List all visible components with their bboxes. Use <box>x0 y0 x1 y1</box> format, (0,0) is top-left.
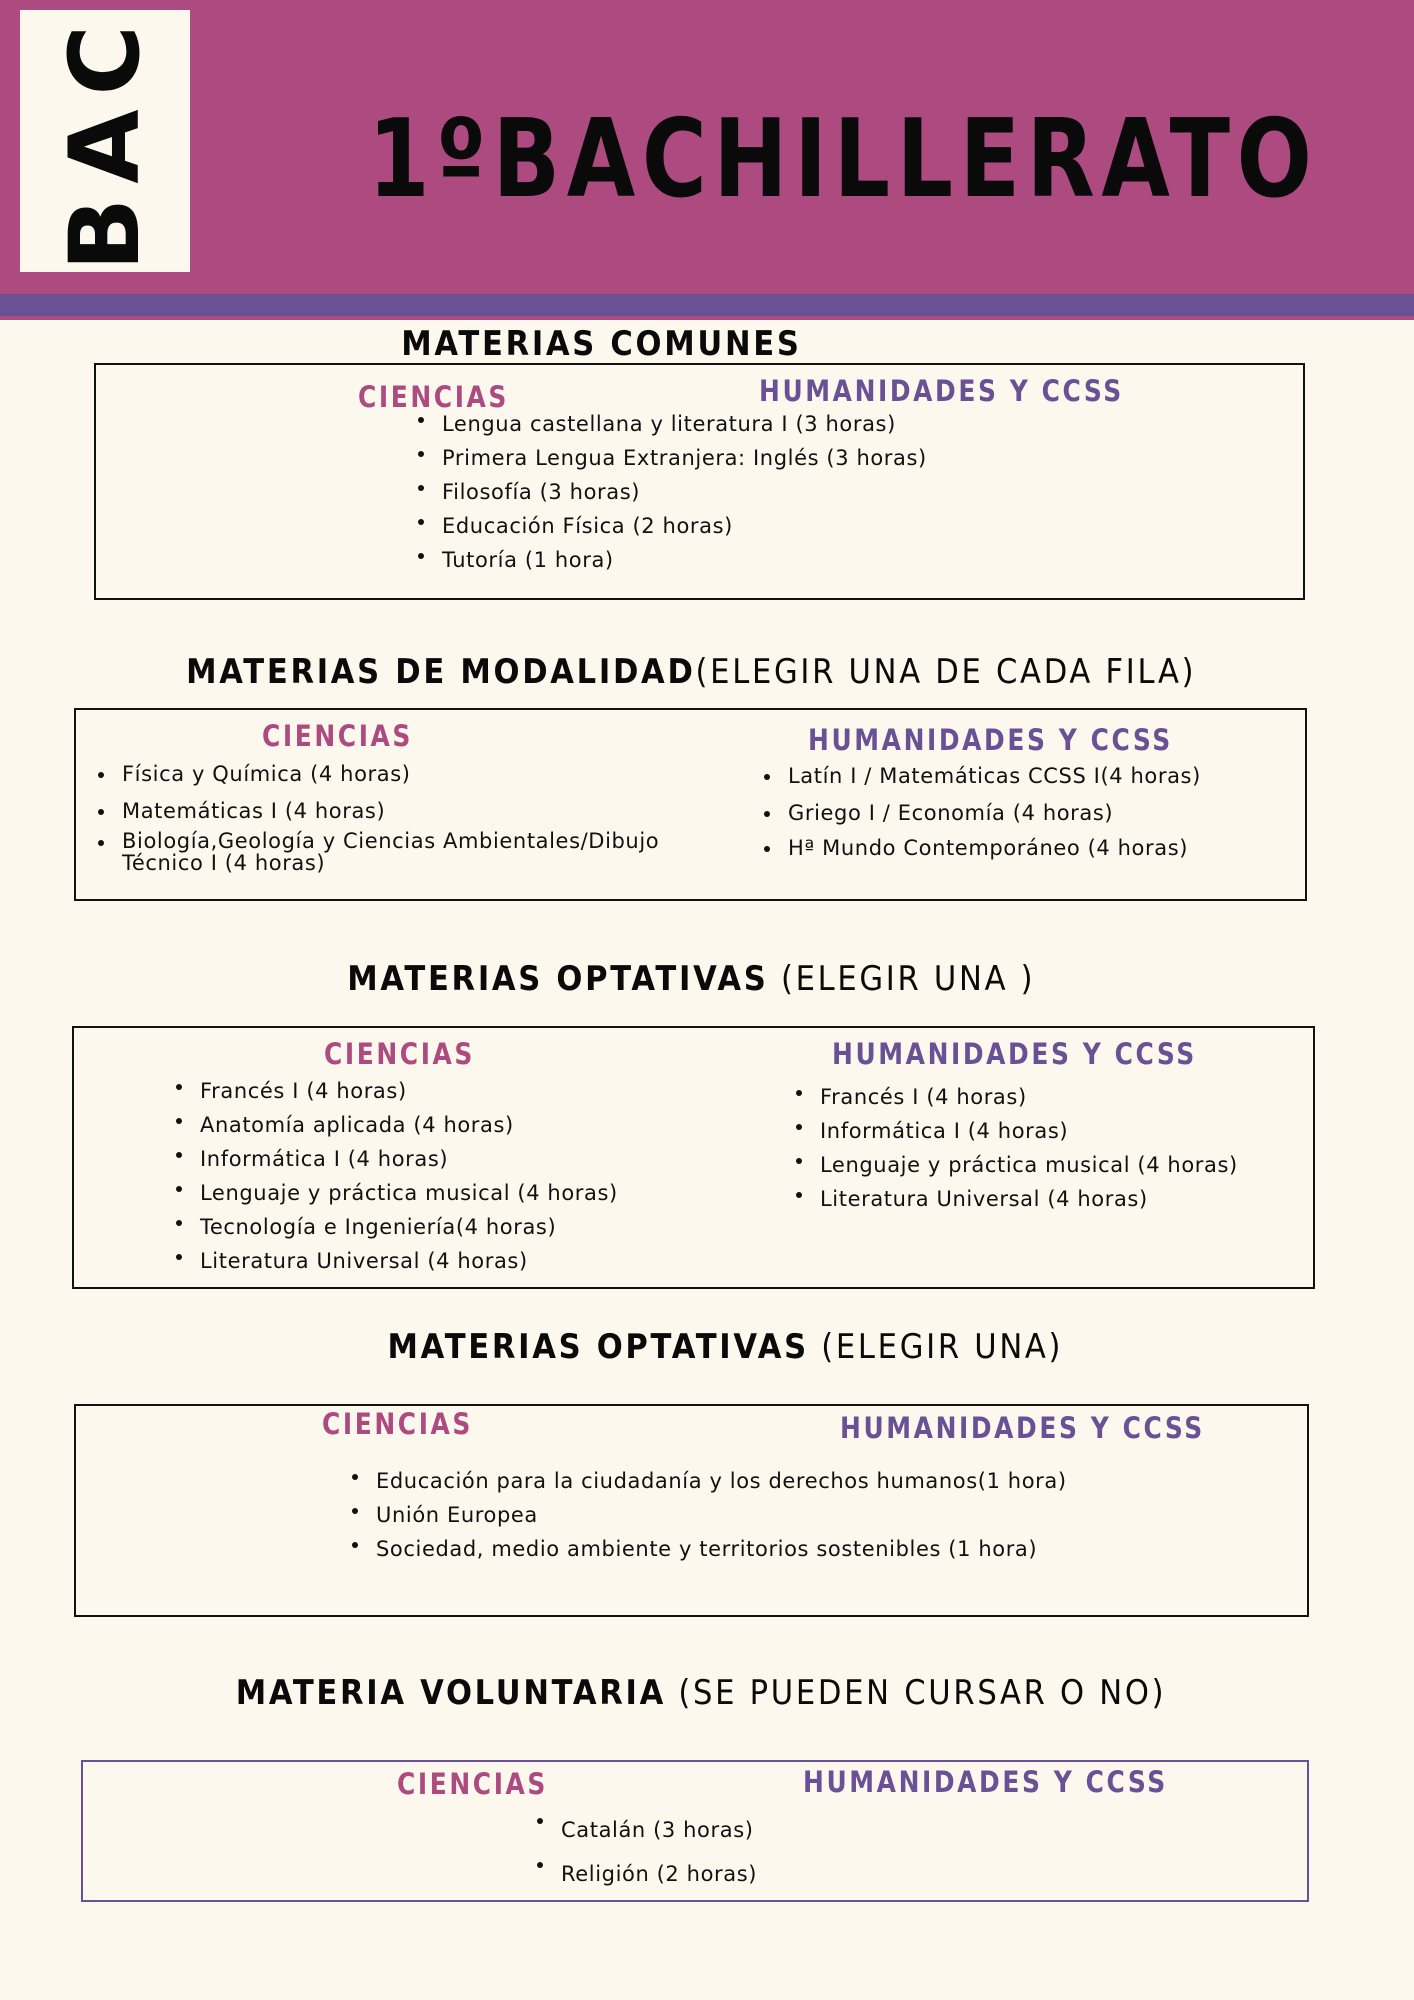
optativas-1-ciencias-heading: CIENCIAS <box>324 1037 475 1071</box>
list-item: Catalán (3 horas) <box>561 1808 757 1852</box>
section-title-optativas-1 <box>0 959 1398 999</box>
list-item: Matemáticas I (4 horas) <box>122 799 722 824</box>
section-title-voluntaria <box>0 1673 1408 1713</box>
modalidad-ciencias-list <box>96 762 722 874</box>
list-item: Hª Mundo Contemporáneo (4 horas) <box>788 836 1201 861</box>
list-item: Física y Química (4 horas) <box>122 762 722 787</box>
list-item: Lengua castellana y literatura I (3 horas) <box>442 407 927 441</box>
list-item: Educación para la ciudadanía y los derechos humanos(1 hora) <box>376 1464 1067 1498</box>
list-item: Francés I (4 horas) <box>200 1074 618 1108</box>
list-item: Filosofía (3 horas) <box>442 475 927 509</box>
panel-voluntaria <box>81 1760 1309 1902</box>
list-item: Primera Lengua Extranjera: Inglés (3 horas) <box>442 441 927 475</box>
section-title-voluntaria-bold: MATERIA VOLUNTARIA <box>235 1673 666 1713</box>
section-title-optativas-2-bold: MATERIAS OPTATIVAS <box>387 1327 809 1367</box>
panel-comunes <box>94 363 1305 600</box>
header-stripe <box>0 294 1414 316</box>
list-item: Latín I / Matemáticas CCSS I(4 horas) <box>788 764 1201 788</box>
list-item: Tutoría (1 hora) <box>442 543 927 577</box>
modalidad-humanidades-heading: HUMANIDADES Y CCSS <box>808 723 1173 757</box>
list-item: Sociedad, medio ambiente y territorios sostenibles (1 hora) <box>376 1532 1067 1566</box>
section-title-optativas-1-thin: (ELEGIR UNA ) <box>768 959 1036 999</box>
list-item: Educación Física (2 horas) <box>442 509 927 543</box>
list-item: Anatomía aplicada (4 horas) <box>200 1108 618 1142</box>
list-item: Francés I (4 horas) <box>820 1080 1238 1114</box>
section-title-optativas-2 <box>18 1327 1414 1367</box>
panel-optativas-1 <box>72 1026 1315 1289</box>
list-item: Religión (2 horas) <box>561 1852 757 1896</box>
section-title-comunes <box>0 324 1308 364</box>
panel-modalidad <box>74 708 1307 901</box>
panel-optativas-2 <box>74 1404 1309 1617</box>
optativas-1-humanidades-list <box>794 1080 1238 1216</box>
modalidad-humanidades-list <box>762 764 1201 861</box>
section-title-optativas-1-bold: MATERIAS OPTATIVAS <box>346 959 769 999</box>
list-item: Lenguaje y práctica musical (4 horas) <box>200 1176 618 1210</box>
section-title-modalidad-thin: (ELEGIR UNA DE CADA FILA) <box>695 652 1197 692</box>
list-item: Lenguaje y práctica musical (4 horas) <box>820 1148 1238 1182</box>
optativas-1-ciencias-list <box>174 1074 618 1278</box>
header-stripe-thin <box>0 316 1414 320</box>
optativas-2-ciencias-heading: CIENCIAS <box>322 1407 473 1441</box>
section-title-modalidad <box>0 652 1398 692</box>
list-item: Unión Europea <box>376 1498 1067 1532</box>
section-title-optativas-2-thin: (ELEGIR UNA) <box>808 1327 1063 1367</box>
section-title-modalidad-bold: MATERIAS DE MODALIDAD <box>185 652 696 692</box>
list-item: Tecnología e Ingeniería(4 horas) <box>200 1210 618 1244</box>
list-item: Informática I (4 horas) <box>200 1142 618 1176</box>
page-title: 1ºBACHILLERATO <box>368 97 1319 222</box>
voluntaria-humanidades-heading: HUMANIDADES Y CCSS <box>803 1765 1168 1799</box>
comunes-list <box>416 407 927 577</box>
side-label-box <box>20 10 190 272</box>
list-item: Biología,Geología y Ciencias Ambientales/Dibujo Técnico I (4 horas) <box>122 830 722 874</box>
section-title-voluntaria-thin: (SE PUEDEN CURSAR O NO) <box>665 1673 1167 1713</box>
side-label: BAC <box>49 11 162 271</box>
optativas-2-humanidades-heading: HUMANIDADES Y CCSS <box>840 1411 1205 1445</box>
section-title-comunes-text: MATERIAS COMUNES <box>400 324 802 364</box>
optativas-2-list <box>350 1464 1067 1566</box>
list-item: Literatura Universal (4 horas) <box>820 1182 1238 1216</box>
list-item: Literatura Universal (4 horas) <box>200 1244 618 1278</box>
voluntaria-list <box>535 1808 757 1896</box>
modalidad-ciencias-heading: CIENCIAS <box>262 719 413 753</box>
list-item: Griego I / Economía (4 horas) <box>788 801 1201 826</box>
optativas-1-humanidades-heading: HUMANIDADES Y CCSS <box>832 1037 1197 1071</box>
voluntaria-ciencias-heading: CIENCIAS <box>397 1767 548 1801</box>
list-item: Informática I (4 horas) <box>820 1114 1238 1148</box>
comunes-ciencias-heading: CIENCIAS <box>358 380 509 414</box>
comunes-humanidades-heading: HUMANIDADES Y CCSS <box>759 374 1124 408</box>
